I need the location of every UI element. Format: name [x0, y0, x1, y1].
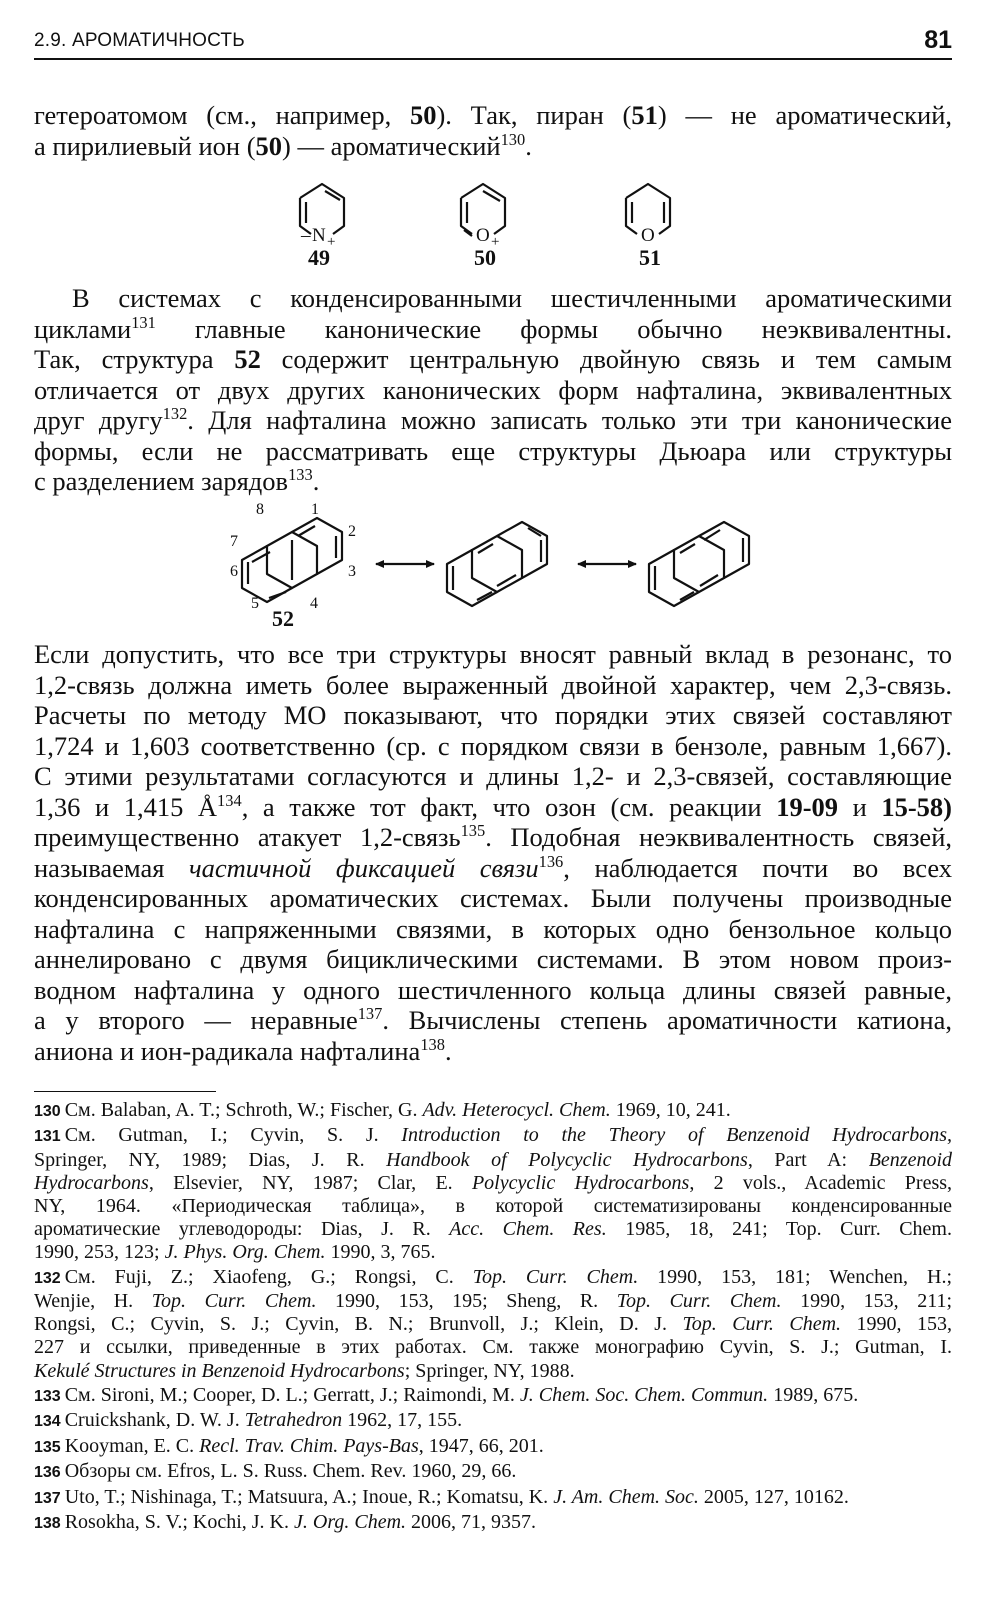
- text-line: 1,724 и 1,603 соответственно (ср. с порядком связи в бензоле, равным 1,667).: [34, 730, 952, 761]
- text-line: аниона и ион-радикала нафталина$^{138}$.: [34, 1034, 452, 1066]
- footnote-ref: 134: [217, 790, 242, 810]
- text-line: циклами$^{131}$ главные канонические формы обычно неэквивалентны.: [34, 312, 952, 344]
- footnote-ref: 138: [420, 1034, 445, 1054]
- page-number: 81: [924, 26, 952, 54]
- reaction-ref: 19-09: [776, 791, 839, 822]
- reaction-ref: 15-58: [881, 791, 944, 822]
- footnote-135: 135 Kooyman, E. C. Recl. Trav. Chim. Pays-Bas, 1947, 66, 201.: [34, 1434, 544, 1457]
- atom-n: N: [312, 225, 326, 246]
- footnote-ref: 137: [357, 1003, 383, 1023]
- heterocycle-drawings: [0, 170, 1006, 280]
- position-label: 5: [251, 595, 259, 612]
- running-head: [34, 28, 952, 60]
- naphthalene-structures: [0, 500, 1006, 635]
- footnote-130: 130 См. Balaban, A. T.; Schroth, W.; Fischer, G. Adv. Heterocycl. Chem. 1969, 10, 241.: [34, 1099, 731, 1121]
- text-line: отличается от двух других канонических форм нафталина, эквивалентных: [34, 374, 952, 405]
- compound-ref: 52: [234, 344, 261, 374]
- text-line: 1,36 и 1,415 $Å^{134}$, а также тот факт, что озон (см. реакции 19-09 и 15-58): [34, 790, 952, 822]
- footnote-133: 133 См. Sironi, M.; Cooper, D. L.; Gerratt, J.; Raimondi, M. J. Chem. Soc. Chem. Commun. 1989, 675.: [34, 1384, 859, 1406]
- text-line: друг другу$^{132}$. Для нафталина можно записать только эти три канонические: [34, 403, 952, 435]
- text-line: формы, если не рассматривать еще структуры Дьюара или структуры: [34, 435, 952, 466]
- charge-plus: +: [491, 234, 500, 250]
- position-label: 4: [310, 595, 318, 612]
- footnote-132: 132 См. Fuji, Z.; Xiaofeng, G.; Rongsi, C. Top. Curr. Chem. 1990, 153, 181; Wenchen, H.; Wenjie, H. Top. Curr. Chem. 1990, 153, 195; Sheng, R. Top. Curr. Chem. 1990, 153, 211; Rongsi, C.; Cyvin, S. J.; Cyvin, B. N.; Brunvoll, J.; Klein, D. J. Top. Curr. Chem. 1990, 153, 227 и ссылки, приведенные в этих работах. См. также монографию Cyvin, S. J.; Gutman, I. Kekulé Structures in Benzenoid Hydrocarbons; Springer, NY, 1988.: [34, 1265, 953, 1382]
- text-line: Если допустить, что все три структуры вносят равный вклад в резонанс, то: [34, 639, 952, 669]
- compound-ref: 51: [631, 100, 658, 130]
- charge-plus: +: [327, 234, 336, 250]
- label-52: 52: [272, 606, 294, 631]
- footnote-134: 134 Cruickshank, D. W. J. Tetrahedron 1962, 17, 155.: [34, 1409, 463, 1432]
- atom-o: O: [476, 225, 490, 246]
- position-label: 8: [256, 501, 264, 518]
- naphthalene-form-3: [649, 522, 749, 606]
- text-line: преимущественно атакует 1,2-связь$^{135}$. Подобная неэквивалентность связей,: [34, 820, 952, 852]
- text-line: конденсированных ароматических системах. Были получены производные: [34, 883, 952, 913]
- text-line: С этими результатами согласуются и длины 1,2- и 2,3-связей, составляющие: [34, 761, 952, 791]
- text-line: с разделением зарядов$^{133}$.: [34, 464, 320, 496]
- position-label: 1: [311, 501, 319, 518]
- label-50: 50: [474, 245, 496, 270]
- footnote-rule: [34, 1091, 216, 1092]
- atom-minus: –: [301, 225, 311, 246]
- heterocycle-structures: [0, 170, 1006, 280]
- footnote-ref: 131: [131, 312, 156, 332]
- text-line: нафталина с напряженными связями, в которых одно бензольное кольцо: [34, 913, 952, 944]
- text-line: а пирилиевый ион (50) — ароматический$^{130}$.: [34, 129, 532, 161]
- text-line: а у второго — неравные$^{137}$. Вычислены степень ароматичности катиона,: [34, 1003, 952, 1035]
- text-line: 1,2-связь должна иметь более выраженный двойной характер, чем 2,3-связь.: [34, 669, 952, 700]
- text-line: В системах с конденсированными шестичленными ароматическими: [72, 283, 952, 313]
- position-label: 6: [230, 563, 238, 580]
- footnote-131: 131 См. Gutman, I.; Cyvin, S. J. Introduction to the Theory of Benzenoid Hydrocarbons, Springer, NY, 1989; Dias, J. R. Handbook of Polycyclic Hydrocarbons, Part A: Benzenoid Hydrocarbons, Elsevier, NY, 1987; Clar, E. Polycyclic Hydrocarbons, 2 vols., Academic Press, NY, 1964. «Периодическая таблица», в которой систематизированы конденсированные ароматические углеводороды: Dias, J. R. Acc. Chem. Res. 1985, 18, 241; Top. Curr. Chem. 1990, 253, 123; J. Phys. Org. Chem. 1990, 3, 765.: [34, 1124, 953, 1264]
- structure-52: [242, 518, 342, 602]
- paragraph-3: [34, 639, 952, 1066]
- text-line: Так, структура 52 содержит центральную двойную связь и тем самым: [34, 344, 953, 374]
- footnote-ref: 136: [538, 851, 564, 871]
- compound-ref: 50: [255, 130, 283, 161]
- footnote-138: 138 Rosokha, S. V.; Kochi, J. K. J. Org. Chem. 2006, 71, 9357.: [34, 1510, 537, 1533]
- position-label: 2: [348, 523, 356, 540]
- footnotes: [34, 1099, 952, 1536]
- atom-o: O: [641, 225, 655, 246]
- compound-ref: 50: [409, 100, 437, 130]
- position-label: 7: [230, 533, 238, 550]
- naphthalene-form-2: [447, 522, 547, 606]
- text-line: называемая частичной фиксацией связи$^{136}$, наблюдается почти во всех: [34, 851, 952, 883]
- paragraph-1: [34, 100, 952, 161]
- footnote-137: 137 Uto, T.; Nishinaga, T.; Matsuura, A.; Inoue, R.; Komatsu, K. J. Am. Chem. Soc. 2005, 127, 10162.: [34, 1485, 849, 1508]
- text-line: Расчеты по методу МО показывают, что порядки этих связей составляют: [34, 700, 952, 730]
- term-italic: частичной фиксацией связи: [189, 852, 539, 883]
- section-title: 2.9. АРОМАТИЧНОСТЬ: [34, 30, 245, 51]
- footnote-ref: 130: [500, 129, 526, 149]
- label-49: 49: [308, 245, 330, 270]
- naphthalene-drawings: [0, 500, 1006, 635]
- label-51: 51: [639, 245, 661, 270]
- text-line: гетероатомом (см., например, 50). Так, пиран (51) — не ароматический,: [34, 100, 953, 130]
- footnote-136: 136 Обзоры см. Efros, L. S. Russ. Chem. Rev. 1960, 29, 66.: [34, 1460, 517, 1483]
- footnote-ref: 133: [288, 464, 313, 484]
- text-line: водном нафталина у одного шестичленного кольца длины связей равные,: [34, 974, 952, 1005]
- position-label: 3: [348, 563, 356, 580]
- text-line: аннелировано с двумя бициклическими системами. В этом новом произ-: [34, 944, 952, 974]
- footnote-ref: 135: [460, 820, 486, 840]
- paragraph-2: [34, 283, 952, 497]
- footnote-ref: 132: [162, 403, 188, 423]
